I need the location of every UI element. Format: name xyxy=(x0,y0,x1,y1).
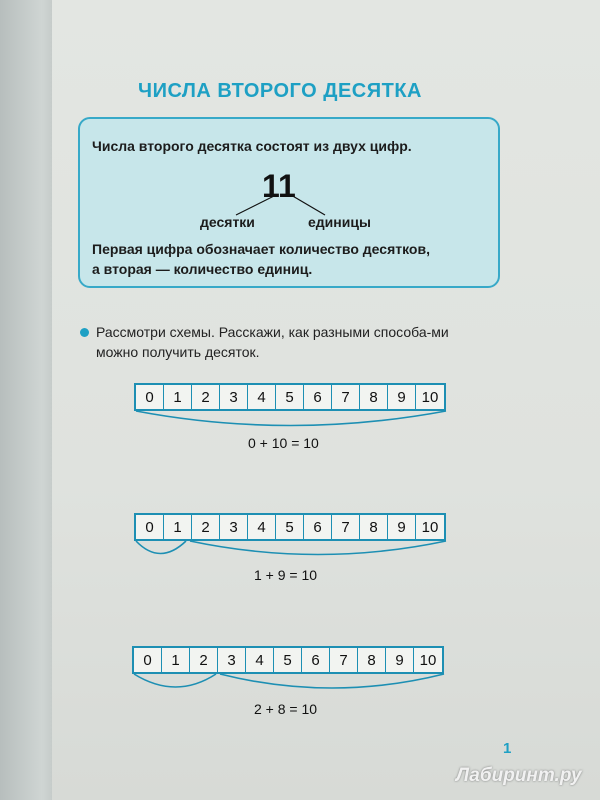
strip-cell: 1 xyxy=(164,385,192,409)
strip-cell: 4 xyxy=(248,515,276,539)
rule-line-2: Первая цифра обозначает количество десятков, xyxy=(92,241,430,257)
strip-cell: 3 xyxy=(218,648,246,672)
equation-1: 0 + 10 = 10 xyxy=(248,435,319,451)
strip-cell: 8 xyxy=(360,385,388,409)
strip-cell: 9 xyxy=(388,385,416,409)
strip-cell: 2 xyxy=(192,385,220,409)
rule-line-3: а вторая — количество единиц. xyxy=(92,261,313,277)
strip-cell: 7 xyxy=(332,385,360,409)
strip-cell: 1 xyxy=(162,648,190,672)
strip-cell: 8 xyxy=(360,515,388,539)
bracket-0-2 xyxy=(134,674,216,687)
strip-cell: 6 xyxy=(304,515,332,539)
strip-cell: 4 xyxy=(248,385,276,409)
units-label: единицы xyxy=(308,214,371,230)
strip-cell: 2 xyxy=(190,648,218,672)
strip-cell: 5 xyxy=(274,648,302,672)
strip-cell: 6 xyxy=(304,385,332,409)
page-number: 1 xyxy=(503,740,512,757)
strip-cell: 9 xyxy=(388,515,416,539)
strip-cell: 5 xyxy=(276,385,304,409)
strip-cell: 7 xyxy=(332,515,360,539)
strip-cell: 7 xyxy=(330,648,358,672)
watermark: Лабиринт.ру xyxy=(456,765,582,786)
strip-cell: 2 xyxy=(192,515,220,539)
strip-cell: 10 xyxy=(419,651,437,669)
strip-cell: 10 xyxy=(421,388,439,406)
strip-cell: 8 xyxy=(358,648,386,672)
strip-cell: 3 xyxy=(220,385,248,409)
equation-3: 2 + 8 = 10 xyxy=(254,701,318,717)
strip-cell: 3 xyxy=(220,515,248,539)
strip-cell: 0 xyxy=(136,515,164,539)
page-title: ЧИСЛА ВТОРОГО ДЕСЯТКА xyxy=(138,80,422,102)
strip-cell: 9 xyxy=(386,648,414,672)
strip-cell: 0 xyxy=(134,648,162,672)
strip-cell: 1 xyxy=(164,515,192,539)
strip-cell: 10 xyxy=(421,518,439,536)
example-number: 11 xyxy=(262,168,296,204)
equation-2: 1 + 9 = 10 xyxy=(254,567,318,583)
strip-cell: 4 xyxy=(246,648,274,672)
bracket-3-10 xyxy=(220,674,444,688)
tens-label: десятки xyxy=(200,214,255,230)
rule-line-1: Числа второго десятка состоят из двух цифр. xyxy=(92,138,412,154)
strip-cell: 6 xyxy=(302,648,330,672)
task-text: Рассмотри схемы. Расскажи, как разными способа-ми можно получить десяток. xyxy=(96,324,449,360)
strip-cell: 5 xyxy=(276,515,304,539)
strip-cell: 0 xyxy=(136,385,164,409)
